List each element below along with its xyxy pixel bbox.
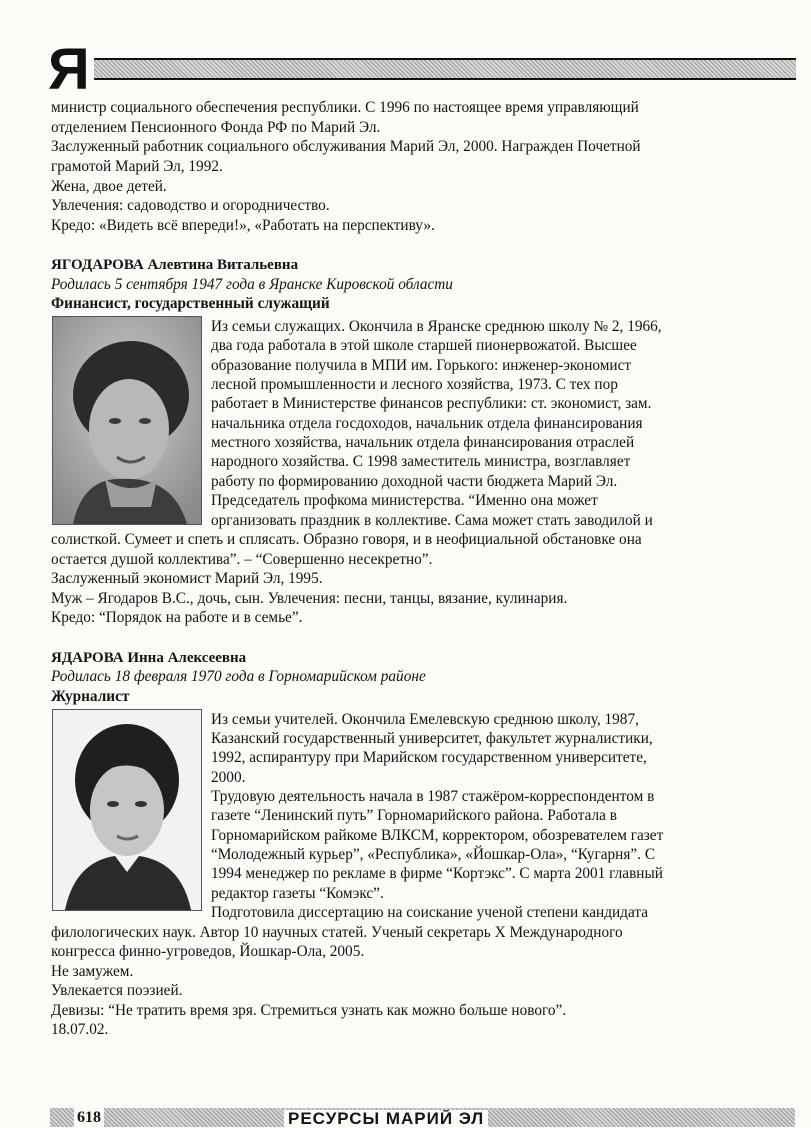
text-line: конгресса финно-угроведов, Йошкар-Ола, 2005. xyxy=(51,943,365,960)
text-line: отделением Пенсионного Фонда РФ по Марий Эл. xyxy=(51,119,381,136)
birth-info: Родилась 18 февраля 1970 года в Горномарийском районе xyxy=(51,668,426,685)
header-band xyxy=(94,58,796,80)
text-line: “Молодежный курьер”, «Республика», «Йошкар-Ола», “Кугарня”. С xyxy=(211,846,656,863)
text-line: Горномарийском райкоме ВЛКСМ, корректором, обозревателем газет xyxy=(211,827,664,844)
text-line: Кредо: «Видеть всё впереди!», «Работать на перспективу». xyxy=(51,217,435,234)
text-line: Казанский государственный университет, факультет журналистики, xyxy=(211,730,653,747)
person-name: ЯДАРОВА Инна Алексеевна xyxy=(51,650,247,666)
text-line: Жена, двое детей. xyxy=(51,178,167,195)
text-line: Из семьи служащих. Окончила в Яранске среднюю школу № 2, 1966, xyxy=(211,318,662,335)
text-line: Из семьи учителей. Окончила Емелевскую среднюю школу, 1987, xyxy=(211,711,639,728)
profession: Журналист xyxy=(51,688,130,705)
text-line: лесной промышленности и лесного хозяйства, 1973. С тех пор xyxy=(211,376,618,393)
portrait-image xyxy=(53,317,201,524)
text-line: Трудовую деятельность начала в 1987 стажёром-корреспондентом в xyxy=(211,788,655,805)
text-line: редактор газеты “Комэкс”. xyxy=(211,885,384,902)
birth-info: Родилась 5 сентября 1947 года в Яранске Кировской области xyxy=(51,276,453,293)
person-name: ЯГОДАРОВА Алевтина Витальевна xyxy=(51,257,299,273)
text-line: 1992, аспирантуру при Марийском государственном университете, xyxy=(211,749,647,766)
text-line: министр социального обеспечения республики. С 1996 по настоящее время управляющий xyxy=(51,99,639,116)
text-line: организовать праздник в коллективе. Сама может стать заводилой и xyxy=(211,512,653,529)
portrait-image xyxy=(53,710,201,910)
profession: Финансист, государственный служащий xyxy=(51,295,330,312)
text-line: начальника отдела госдоходов, начальник отдела финансирования xyxy=(211,415,643,432)
text-line: Увлечения: садоводство и огородничество. xyxy=(51,197,330,214)
text-line: остается душой коллектива”. – “Совершенно несекретно”. xyxy=(51,551,433,568)
text-line: 18.07.02. xyxy=(51,1021,109,1038)
running-title: РЕСУРСЫ МАРИЙ ЭЛ xyxy=(284,1110,488,1127)
text-line: 2000. xyxy=(211,769,246,786)
text-line: солисткой. Сумеет и спеть и сплясать. Образно говоря, и в неофициальной обстановке она xyxy=(51,531,642,548)
portrait-photo xyxy=(52,709,202,911)
text-line: Подготовила диссертацию на соискание ученой степени кандидата xyxy=(211,904,649,921)
text-line: Заслуженный экономист Марий Эл, 1995. xyxy=(51,570,323,587)
text-line: грамотой Марий Эл, 1992. xyxy=(51,158,223,175)
text-line: образование получила в МПИ им. Горького: инженер-экономист xyxy=(211,357,632,374)
text-line: работу по формированию доходной части бюджета Марий Эл. xyxy=(211,473,618,490)
text-line: Девизы: “Не тратить время зря. Стремиться узнать как можно больше нового”. xyxy=(51,1002,567,1019)
text-line: Заслуженный работник социального обслуживания Марий Эл, 2000. Награжден Почетной xyxy=(51,138,641,155)
page-number: 618 xyxy=(74,1108,104,1128)
text-line: Муж – Ягодаров В.С., дочь, сын. Увлечения: песни, танцы, вязание, кулинария. xyxy=(51,590,568,607)
text-line: работает в Министерстве финансов республики: ст. экономист, зам. xyxy=(211,395,652,412)
text-line: газете “Ленинский путь” Горномарийского района. Работала в xyxy=(211,807,618,824)
section-letter: Я xyxy=(48,37,90,102)
text-line: филологических наук. Автор 10 научных статей. Ученый секретарь X Международного xyxy=(51,924,623,941)
text-line: Кредо: “Порядок на работе и в семье”. xyxy=(51,609,303,626)
text-line: Увлекается поэзией. xyxy=(51,982,183,999)
portrait-photo xyxy=(52,316,202,525)
text-line: местного хозяйства, начальник отдела финансирования отраслей xyxy=(211,434,635,451)
text-line: два года работала в этой школе старшей пионервожатой. Высшее xyxy=(211,337,637,354)
text-line: 1994 менеджер по рекламе в фирме “Кортэкс”. С марта 2001 главный xyxy=(211,865,663,882)
text-line: Не замужем. xyxy=(51,963,134,980)
text-line: Председатель профкома министерства. “Именно она может xyxy=(211,492,598,509)
text-line: народного хозяйства. С 1998 заместитель министра, возглавляет xyxy=(211,453,631,470)
